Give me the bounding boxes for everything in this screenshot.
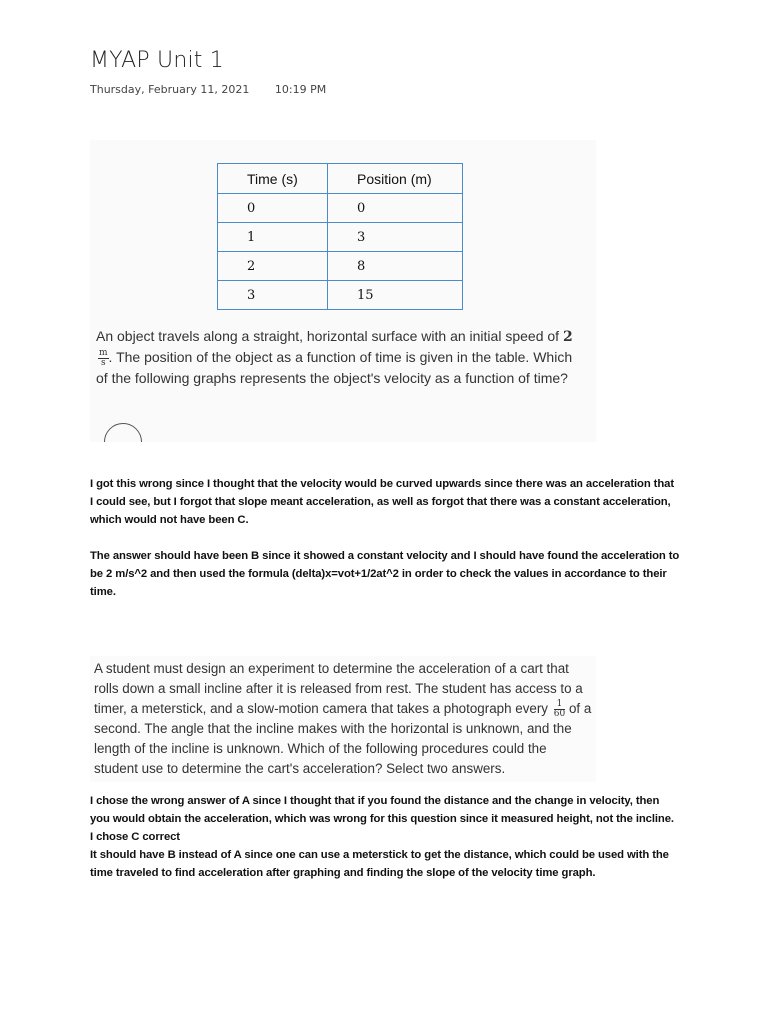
question-2-text	[94, 659, 594, 779]
speed-unit-num: m	[99, 347, 108, 358]
position-table	[217, 163, 463, 310]
table-cell-time: 0	[218, 194, 328, 223]
table-header-row	[218, 164, 463, 194]
speed-unit	[98, 349, 109, 368]
time-fraction-num: 1	[554, 700, 565, 710]
note-2-paragraph-2: I chose C correct	[90, 831, 180, 843]
note-2-paragraph-3: It should have B instead of A since one can use a meterstick to get the distance, which could be used with the time traveled to find acceleration after graphing and finding the slope of the velocity time graph.	[90, 849, 669, 879]
table-cell-position: 0	[328, 194, 463, 223]
table-row	[218, 194, 463, 223]
speed-value: 2	[562, 329, 573, 345]
table-row	[218, 252, 463, 281]
table-row	[218, 281, 463, 310]
table-header-position: Position (m)	[328, 164, 463, 194]
speed-unit-den: s	[100, 357, 106, 368]
note-2	[90, 792, 680, 882]
table-row	[218, 223, 463, 252]
question-1-part1: An object travels along a straight, horizontal surface with an initial speed of	[96, 328, 560, 344]
note-1	[90, 475, 680, 601]
page-dateline	[90, 83, 326, 96]
question-screenshot-1	[90, 140, 596, 442]
table-cell-time: 2	[218, 252, 328, 281]
note-1-paragraph-2: The answer should have been B since it showed a constant velocity and I should have found the acceleration to be 2 m/s^2 and then used the formula (delta)x=vot+1/2at^2 in order to check the values in accordance to their time.	[90, 550, 680, 598]
note-2-paragraph-1: I chose the wrong answer of A since I thought that if you found the distance and the change in velocity, then you would obtain the acceleration, which was wrong for this question since it measured height, not the incline.	[90, 795, 674, 825]
page-title: MYAP Unit 1	[90, 48, 224, 73]
table-cell-time: 1	[218, 223, 328, 252]
table-cell-position: 15	[328, 281, 463, 310]
time-fraction	[554, 700, 565, 719]
page-time: 10:19 PM	[274, 83, 327, 96]
question-1-text	[96, 326, 576, 388]
table-cell-position: 8	[328, 252, 463, 281]
time-fraction-den: 60	[553, 708, 566, 719]
table-header-time: Time (s)	[218, 164, 328, 194]
graph-option-arc	[104, 423, 142, 442]
table-cell-position: 3	[328, 223, 463, 252]
question-2-part2: of a second. The angle that the incline makes with the horizontal is unknown, and the length of the incline is unknown. Which of the following procedures could the student use to determine the cart's acceleration? Select two answers.	[94, 701, 592, 776]
page-date: Thursday, February 11, 2021	[90, 83, 250, 96]
question-screenshot-2	[90, 656, 596, 782]
question-1-part2: . The position of the object as a function of time is given in the table. Which of the following graphs represents the object's velocity as a function of time?	[96, 349, 573, 386]
question-2-part1: A student must design an experiment to determine the acceleration of a cart that rolls down a small incline after it is released from rest. The student has access to a timer, a meterstick, and a slow-motion camera that takes a photograph every	[94, 661, 583, 716]
note-1-paragraph-1: I got this wrong since I thought that the velocity would be curved upwards since there was an acceleration that I could see, but I forgot that slope meant acceleration, as well as forgot that there was a constant acceleration, which would not have been C.	[90, 478, 674, 526]
table-cell-time: 3	[218, 281, 328, 310]
